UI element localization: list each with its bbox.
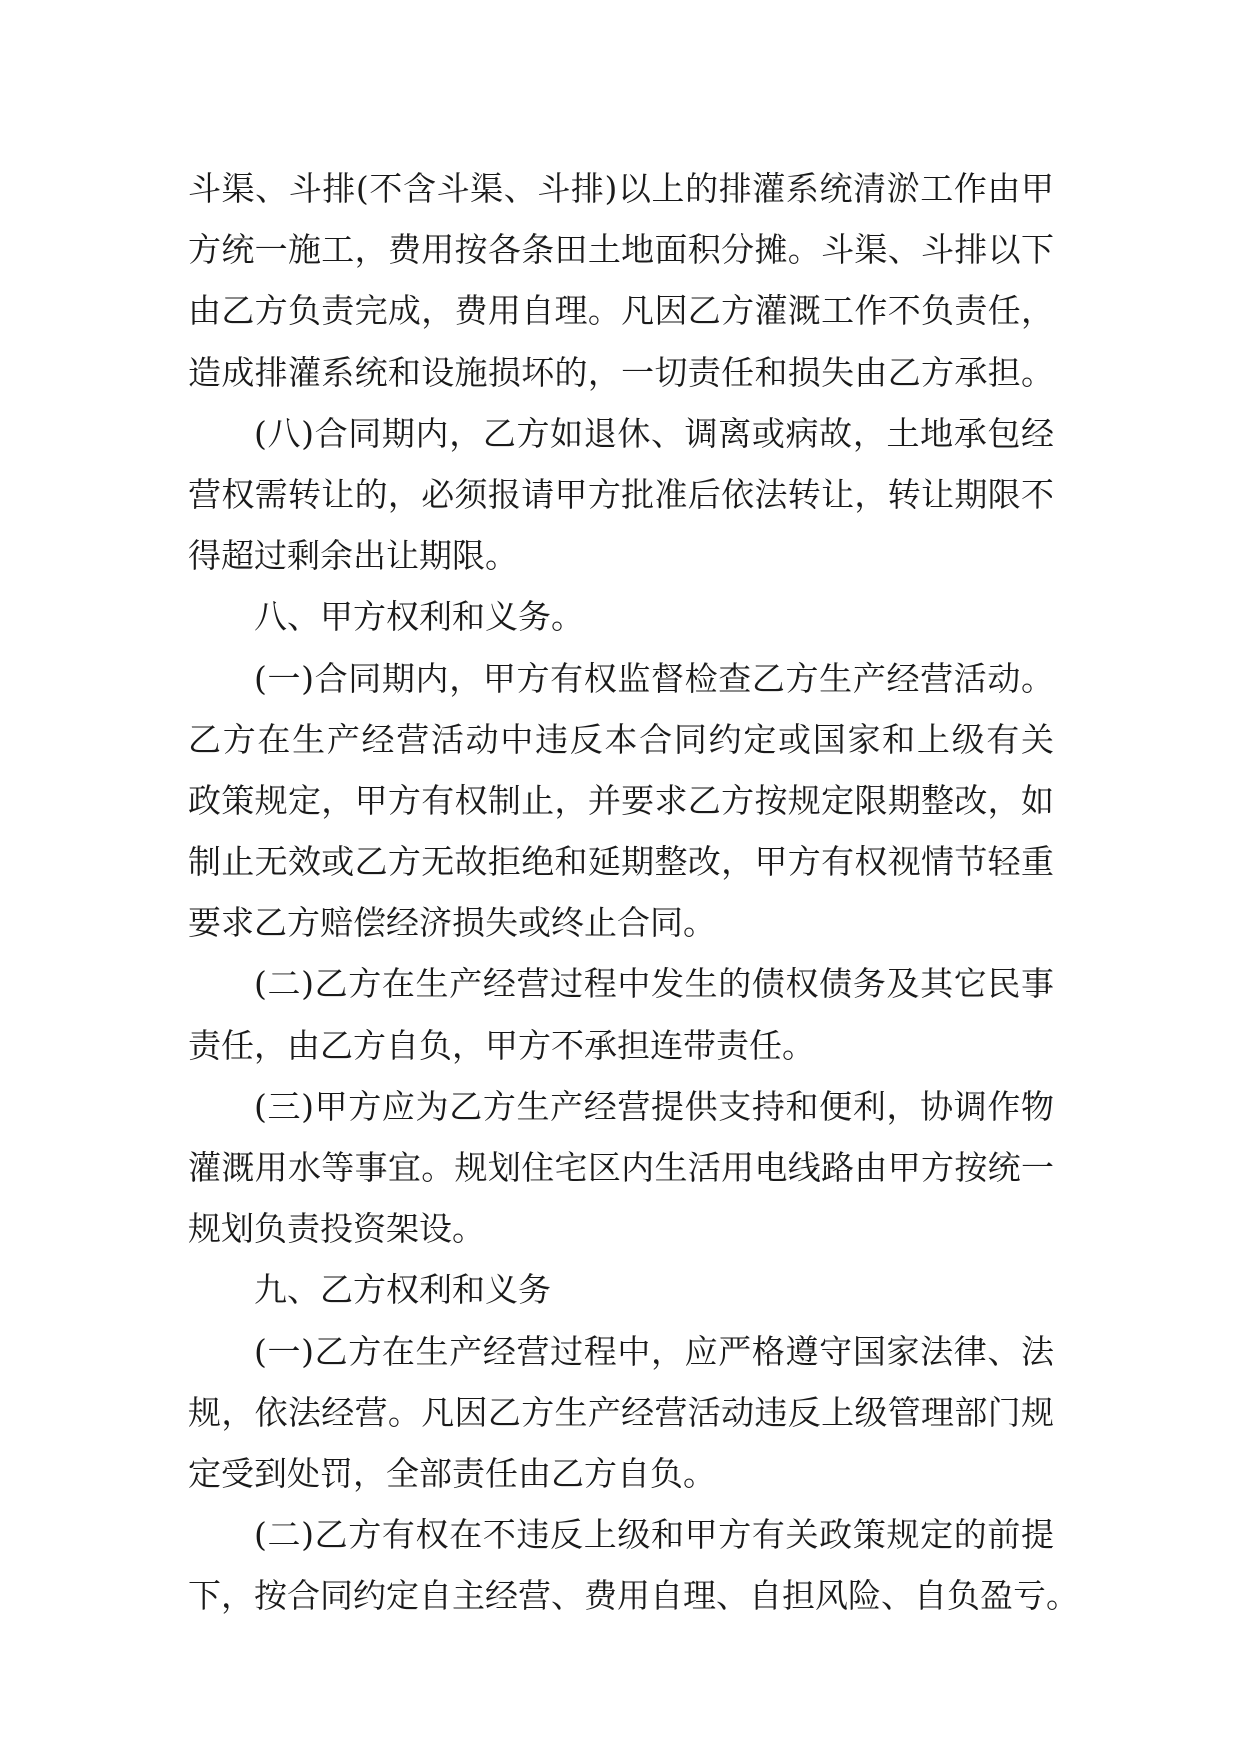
text-line: (三)甲方应为乙方生产经营提供支持和便利，协调作物 (254, 1086, 1054, 1126)
text-line: 得超过剩余出让期限。 (188, 536, 518, 576)
text-line: 要求乙方赔偿经济损失或终止合同。 (188, 903, 716, 943)
text-line: 下，按合同约定自主经营、费用自理、自担风险、自负盈亏。 (188, 1576, 1079, 1616)
text-line: (一)乙方在生产经营过程中，应严格遵守国家法律、法 (254, 1331, 1054, 1371)
text-line: 造成排灌系统和设施损坏的，一切责任和损失由乙方承担。 (188, 352, 1054, 392)
text-line: 乙方在生产经营活动中违反本合同约定或国家和上级有关 (188, 719, 1054, 759)
section-heading: 八、甲方权利和义务。 (254, 597, 584, 637)
text-line: (二)乙方有权在不违反上级和甲方有关政策规定的前提 (254, 1515, 1054, 1555)
text-line: 灌溉用水等事宜。规划住宅区内生活用电线路由甲方按统一 (188, 1148, 1054, 1187)
text-line: 政策规定，甲方有权制止，并要求乙方按规定限期整改，如 (188, 780, 1054, 820)
section-heading: 九、乙方权利和义务 (254, 1270, 551, 1310)
text-line: 责任，由乙方自负，甲方不承担连带责任。 (188, 1025, 815, 1065)
text-line: (一)合同期内，甲方有权监督检查乙方生产经营活动。 (254, 658, 1054, 698)
text-line: (八)合同期内，乙方如退休、调离或病故，土地承包经 (254, 413, 1054, 453)
text-line: 规，依法经营。凡因乙方生产经营活动违反上级管理部门规 (188, 1392, 1054, 1432)
text-line: 定受到处罚，全部责任由乙方自负。 (188, 1453, 716, 1493)
text-line: 规划负责投资架设。 (188, 1209, 485, 1249)
document-body (188, 158, 1079, 1627)
text-line: 斗渠、斗排(不含斗渠、斗排)以上的排灌系统清淤工作由甲 (188, 169, 1054, 208)
text-line: 制止无效或乙方无故拒绝和延期整改，甲方有权视情节轻重 (188, 842, 1054, 882)
text-line: 由乙方负责完成，费用自理。凡因乙方灌溉工作不负责任， (188, 291, 1054, 331)
text-line: 营权需转让的，必须报请甲方批准后依法转让，转让期限不 (188, 474, 1054, 514)
text-line: 方统一施工，费用按各条田土地面积分摊。斗渠、斗排以下 (188, 230, 1054, 270)
text-line: (二)乙方在生产经营过程中发生的债权债务及其它民事 (254, 964, 1054, 1004)
